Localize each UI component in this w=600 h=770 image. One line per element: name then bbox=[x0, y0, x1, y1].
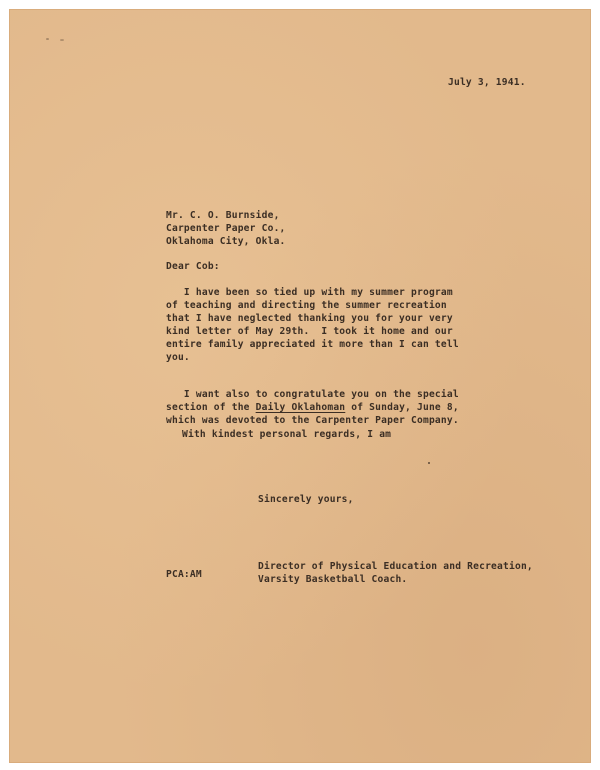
closing-regards: With kindest personal regards, I am bbox=[182, 429, 392, 440]
signature-subtitle: Varsity Basketball Coach. bbox=[258, 574, 408, 585]
complimentary-close: Sincerely yours, bbox=[258, 494, 354, 505]
recipient-name: Mr. C. O. Burnside, bbox=[166, 210, 280, 221]
recipient-address bbox=[166, 209, 286, 248]
letter-page bbox=[10, 10, 590, 762]
paragraph-line: you. bbox=[166, 352, 190, 363]
recipient-city: Oklahoma City, Okla. bbox=[166, 236, 286, 247]
paragraph-line: which was devoted to the Carpenter Paper Company. bbox=[166, 415, 459, 426]
paragraph-line: kind letter of May 29th. I took it home and our bbox=[166, 326, 453, 337]
paragraph-line: that I have neglected thanking you for your very bbox=[166, 313, 453, 324]
paragraph-line: of Sunday, June 8, bbox=[345, 402, 459, 413]
reference-initials: PCA:AM bbox=[166, 569, 202, 580]
signature-title: Director of Physical Education and Recreation, bbox=[258, 561, 533, 572]
paragraph-line: of teaching and directing the summer recreation bbox=[166, 300, 447, 311]
paper-speck bbox=[428, 462, 430, 464]
salutation: Dear Cob: bbox=[166, 261, 220, 272]
paper-speck bbox=[46, 38, 49, 40]
signature-block bbox=[258, 560, 533, 586]
paragraph-line: entire family appreciated it more than I can tell bbox=[166, 339, 459, 350]
letter-date: July 3, 1941. bbox=[448, 77, 526, 88]
paragraph-line: section of the bbox=[166, 402, 256, 413]
body-paragraph-1 bbox=[166, 286, 459, 364]
newspaper-title: Daily Oklahoman bbox=[255, 402, 346, 413]
body-paragraph-2 bbox=[166, 388, 459, 427]
paragraph-line: I want also to congratulate you on the special bbox=[166, 389, 459, 400]
recipient-company: Carpenter Paper Co., bbox=[166, 223, 286, 234]
paragraph-line: I have been so tied up with my summer program bbox=[166, 287, 453, 298]
paper-speck bbox=[60, 39, 64, 41]
